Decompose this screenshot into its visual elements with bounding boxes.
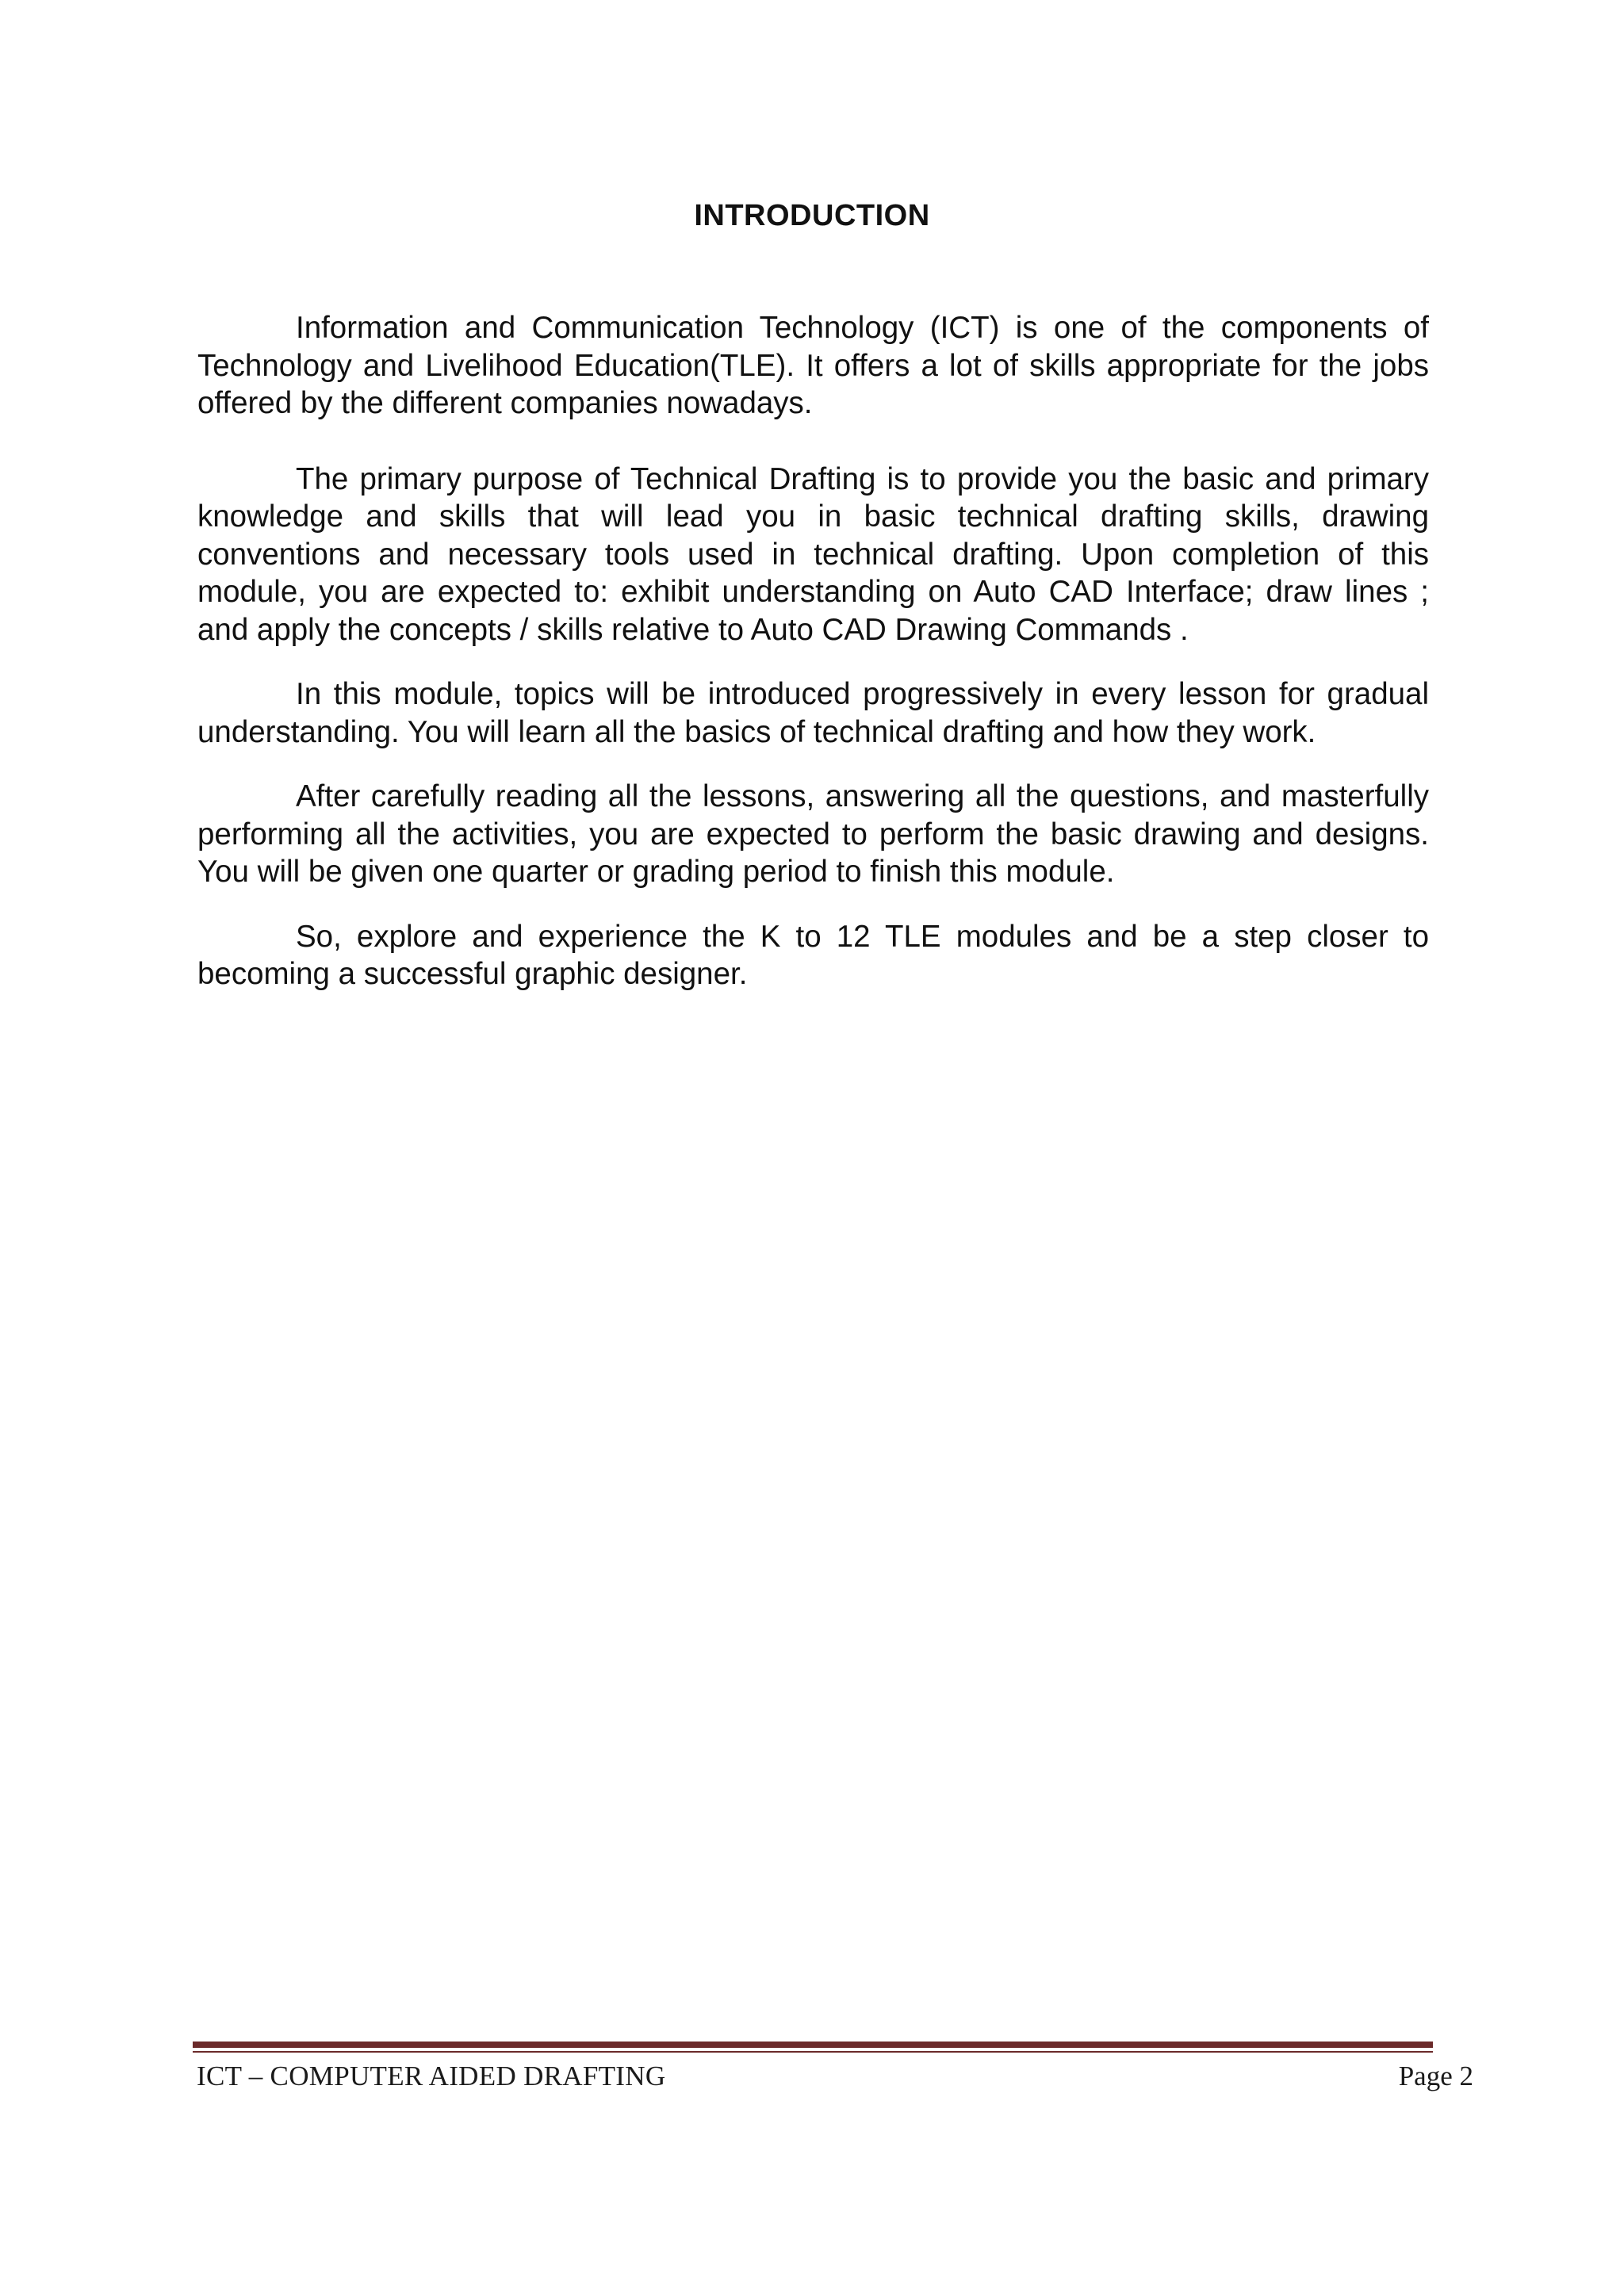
footer-divider-thin [193,2051,1433,2053]
paragraph-topics: In this module, topics will be introduced progressively in every lesson for gradual understanding. You will learn all the basics of technical drafting and how they work. [197,677,1429,749]
body-text [197,309,1429,993]
footer-page-number: Page 2 [1398,2061,1473,2091]
footer-divider-thick [193,2042,1433,2048]
paragraph-expectations: After carefully reading all the lessons, answering all the questions, and masterfully performing all the activities, you are expected to perform the basic drawing and designs. You will be given one quarter or grading period to finish this module. [197,779,1429,889]
paragraph-closing: So, explore and experience the K to 12 TLE modules and be a step closer to becoming a successful graphic designer. [197,919,1429,991]
paragraph-purpose: The primary purpose of Technical Drafting is to provide you the basic and primary knowledge and skills that will lead you in basic technical drafting skills, drawing conventions and necessary tools used in technical drafting. Upon completion of this module, you are expected to: exhibit understanding on Auto CAD Interface; draw lines ; and apply the concepts / skills relative to Auto CAD Drawing Commands . [197,461,1429,647]
page-heading: INTRODUCTION [694,199,930,232]
footer-module-title: ICT – COMPUTER AIDED DRAFTING [197,2061,666,2091]
paragraph-ict-overview: Information and Communication Technology (ICT) is one of the components of Technology and Livelihood Education(TLE). It offers a lot of skills appropriate for the jobs offered by the different companies nowadays. [197,311,1429,420]
